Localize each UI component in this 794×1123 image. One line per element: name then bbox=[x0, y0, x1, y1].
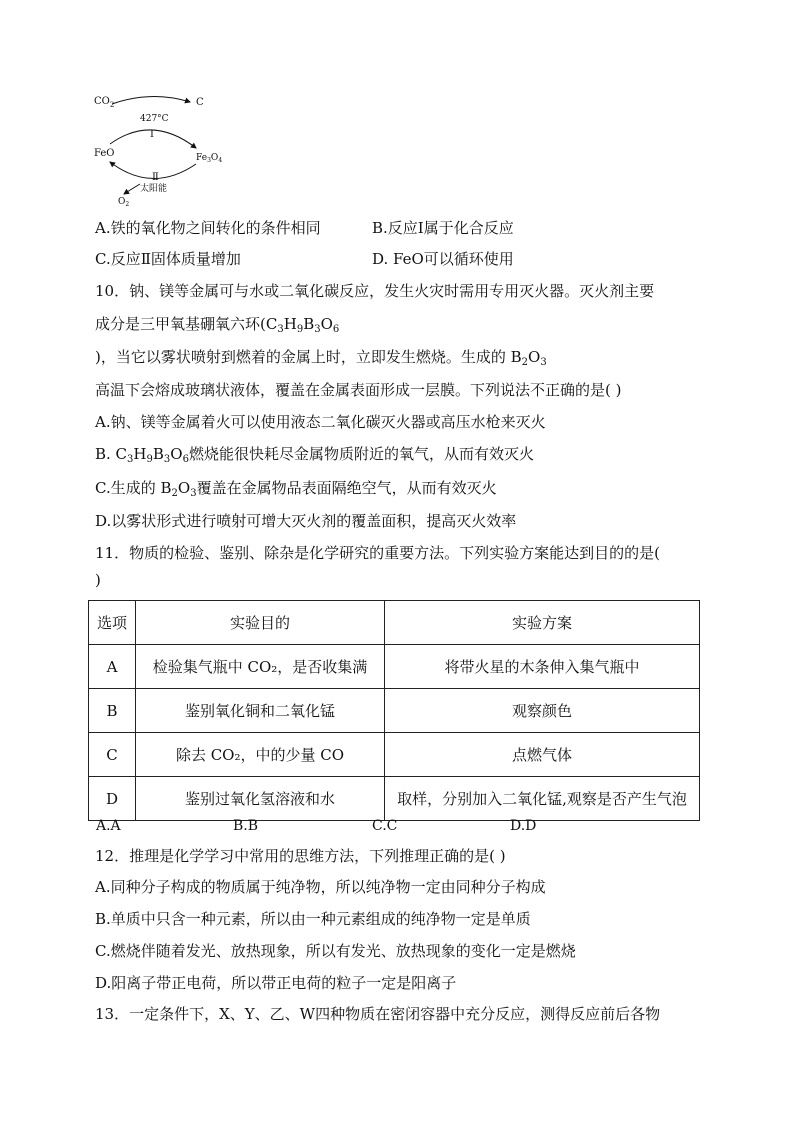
q13-stem: 13．一定条件下，X、Y、乙、W四种物质在密闭容器中充分反应，测得反应前后各物 bbox=[95, 1005, 661, 1023]
header-goal: 实验目的 bbox=[136, 601, 385, 645]
q10-option-a: A.钠、镁等金属着火可以使用液态二氧化碳灭火器或高压水枪来灭火 bbox=[95, 413, 546, 431]
iron-oxide-cycle-diagram bbox=[92, 92, 242, 210]
table-row bbox=[89, 645, 700, 689]
row-plan: 观察颜色 bbox=[385, 689, 700, 733]
q9-option-c: C.反应Ⅱ固体质量增加 bbox=[95, 250, 241, 268]
o2-arrow bbox=[124, 184, 140, 194]
q11-stem-line-1: 11．物质的检验、鉴别、除杂是化学研究的重要方法。下列实验方案能达到目的的是( bbox=[95, 544, 660, 562]
row-goal: 鉴别过氧化氢溶液和水 bbox=[136, 777, 385, 821]
q10-option-d: D.以雾状形式进行喷射可增大灭火剂的覆盖面积，提高灭火效率 bbox=[95, 512, 517, 530]
q11-choice-d: D.D bbox=[510, 818, 537, 834]
fe3o4-label: $Fe_3O_4$ bbox=[196, 153, 223, 164]
reaction-2-label: Ⅱ bbox=[152, 172, 159, 183]
q12-option-c: C.燃烧伴随着发光、放热现象，所以有发光、放热现象的变化一定是燃烧 bbox=[95, 942, 576, 960]
experiment-table bbox=[88, 600, 700, 821]
row-option: A bbox=[89, 645, 136, 689]
top-arrow bbox=[112, 96, 190, 104]
q10-stem-line-3: )，当它以雾状喷射到燃着的金属上时，立即发生燃烧。生成的 $B_2O_3$ bbox=[95, 348, 547, 368]
table-row bbox=[89, 689, 700, 733]
q10-stem-line-1: 10．钠、镁等金属可与水或二氧化碳反应，发生火灾时需用专用灭火器。灭火剂主要 bbox=[95, 282, 655, 300]
table-row bbox=[89, 733, 700, 777]
q11-stem-line-2: ) bbox=[95, 571, 101, 589]
q12-option-d: D.阳离子带正电荷，所以带正电荷的粒子一定是阳离子 bbox=[95, 974, 457, 992]
q12-option-b: B.单质中只含一种元素，所以由一种元素组成的纯净物一定是单质 bbox=[95, 910, 531, 928]
q9-option-d: D. FeO可以循环使用 bbox=[372, 250, 514, 268]
q11-choice-b: B.B bbox=[233, 818, 259, 834]
table-header-row bbox=[89, 601, 700, 645]
q10-option-b: B. $C_3H_9B_3O_6$燃烧能很快耗尽金属物质附近的氧气，从而有效灭火 bbox=[95, 445, 534, 465]
q11-choice-c: C.C bbox=[372, 818, 398, 834]
row-plan: 取样，分别加入二氧化锰,观察是否产生气泡 bbox=[385, 777, 700, 821]
row-plan: 点燃气体 bbox=[385, 733, 700, 777]
q12-option-a: A.同种分子构成的物质属于纯净物，所以纯净物一定由同种分子构成 bbox=[95, 878, 546, 896]
q10-stem-line-2: 成分是三甲氧基硼氧六环($C_3H_9B_3O_6$ bbox=[95, 315, 340, 335]
row-plan: 将带火星的木条伸入集气瓶中 bbox=[385, 645, 700, 689]
q10-stem-line-4: 高温下会熔成玻璃状液体，覆盖在金属表面形成一层膜。下列说法不正确的是( ) bbox=[95, 381, 622, 399]
row-option: D bbox=[89, 777, 136, 821]
row-goal: 鉴别氧化铜和二氧化锰 bbox=[136, 689, 385, 733]
row-goal: 检验集气瓶中 CO₂，是否收集满 bbox=[136, 645, 385, 689]
q9-option-b: B.反应Ⅰ属于化合反应 bbox=[372, 219, 514, 237]
feo-label: FeO bbox=[94, 148, 115, 159]
row-option: B bbox=[89, 689, 136, 733]
carbon-label: C bbox=[196, 97, 204, 108]
co2-label: $CO_2$ bbox=[94, 96, 115, 109]
q12-stem: 12．推理是化学学习中常用的思维方法，下列推理正确的是( ) bbox=[95, 847, 506, 865]
o2-label: $O_2$ bbox=[118, 197, 130, 208]
table-row bbox=[89, 777, 700, 821]
q9-option-a: A.铁的氧化物之间转化的条件相同 bbox=[95, 219, 321, 237]
q10-option-c: C.生成的 $B_2O_3$覆盖在金属物品表面隔绝空气，从而有效灭火 bbox=[95, 479, 497, 499]
sunlight-label: 太阳能 bbox=[140, 184, 168, 194]
reaction-1-label: Ⅰ bbox=[150, 129, 154, 140]
header-option: 选项 bbox=[89, 601, 136, 645]
temperature-label: 427°C bbox=[140, 114, 169, 124]
q11-choice-a: A.A bbox=[96, 818, 121, 834]
header-plan: 实验方案 bbox=[385, 601, 700, 645]
row-goal: 除去 CO₂，中的少量 CO bbox=[136, 733, 385, 777]
row-option: C bbox=[89, 733, 136, 777]
